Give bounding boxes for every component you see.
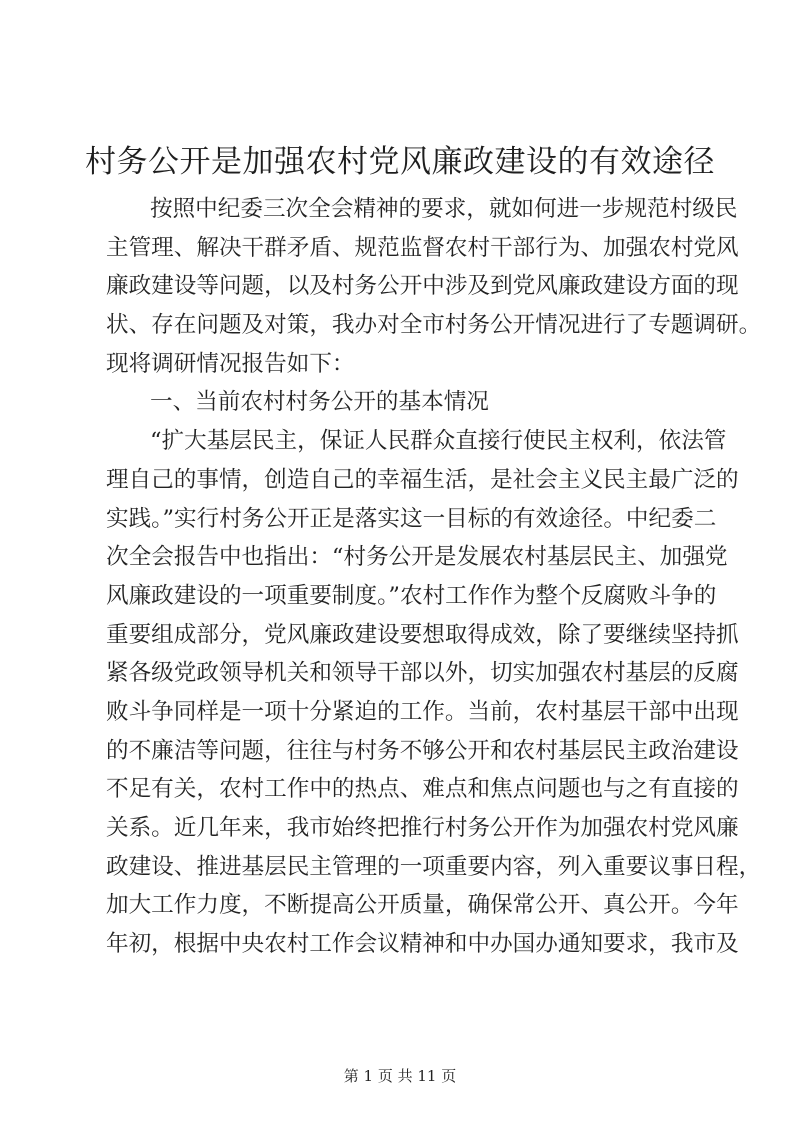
body-line: 按照中纪委三次全会精神的要求，就如何进一步规范村级民 (150, 196, 738, 222)
body-line: 紧各级党政领导机关和领导干部以外，切实加强农村基层的反腐 (106, 660, 739, 687)
body-line: 重要组成部分，党风廉政建设要想取得成效，除了要继续坚持抓 (106, 621, 739, 648)
body-line: 不足有关，农村工作中的热点、难点和焦点问题也与之有直接的 (106, 776, 739, 803)
body-line: 主管理、解决干群矛盾、规范监督农村干部行为、加强农村党风 (106, 234, 739, 261)
body-line: 廉政建设等问题，以及村务公开中涉及到党风廉政建设方面的现 (106, 273, 739, 300)
body-line: 状、存在问题及对策，我办对全市村务公开情况进行了专题调研。 (106, 312, 762, 339)
document-body (106, 190, 762, 964)
body-line: 加大工作力度，不断提高公开质量，确保常公开、真公开。今年 (106, 892, 739, 919)
document-title: 村务公开是加强农村党风廉政建设的有效途径 (85, 144, 715, 180)
body-line: 年初，根据中央农村工作会议精神和中办国办通知要求，我市及 (106, 931, 739, 958)
body-line: “扩大基层民主，保证人民群众直接行使民主权利，依法管 (150, 428, 727, 455)
body-line: 关系。近几年来，我市始终把推行村务公开作为加强农村党风廉 (106, 815, 739, 841)
page-number: 第 1 页 共 11 页 (343, 1067, 457, 1085)
body-line: 现将调研情况报告如下： (106, 350, 355, 377)
body-line: 的不廉洁等问题，往往与村务不够公开和农村基层民主政治建设 (106, 737, 739, 764)
body-line: 政建设、推进基层民主管理的一项重要内容，列入重要议事日程， (106, 853, 762, 880)
body-line: 理自己的事情，创造自己的幸福生活，是社会主义民主最广泛的 (106, 466, 739, 493)
body-line: 败斗争同样是一项十分紧迫的工作。当前，农村基层干部中出现 (106, 698, 739, 725)
body-line: 实践。”实行村务公开正是落实这一目标的有效途径。中纪委二 (106, 505, 717, 532)
body-line: 次全会报告中也指出：“村务公开是发展农村基层民主、加强党 (106, 544, 728, 571)
section-heading: 一、当前农村村务公开的基本情况 (150, 389, 489, 416)
body-line: 风廉政建设的一项重要制度。”农村工作作为整个反腐败斗争的 (106, 582, 717, 609)
